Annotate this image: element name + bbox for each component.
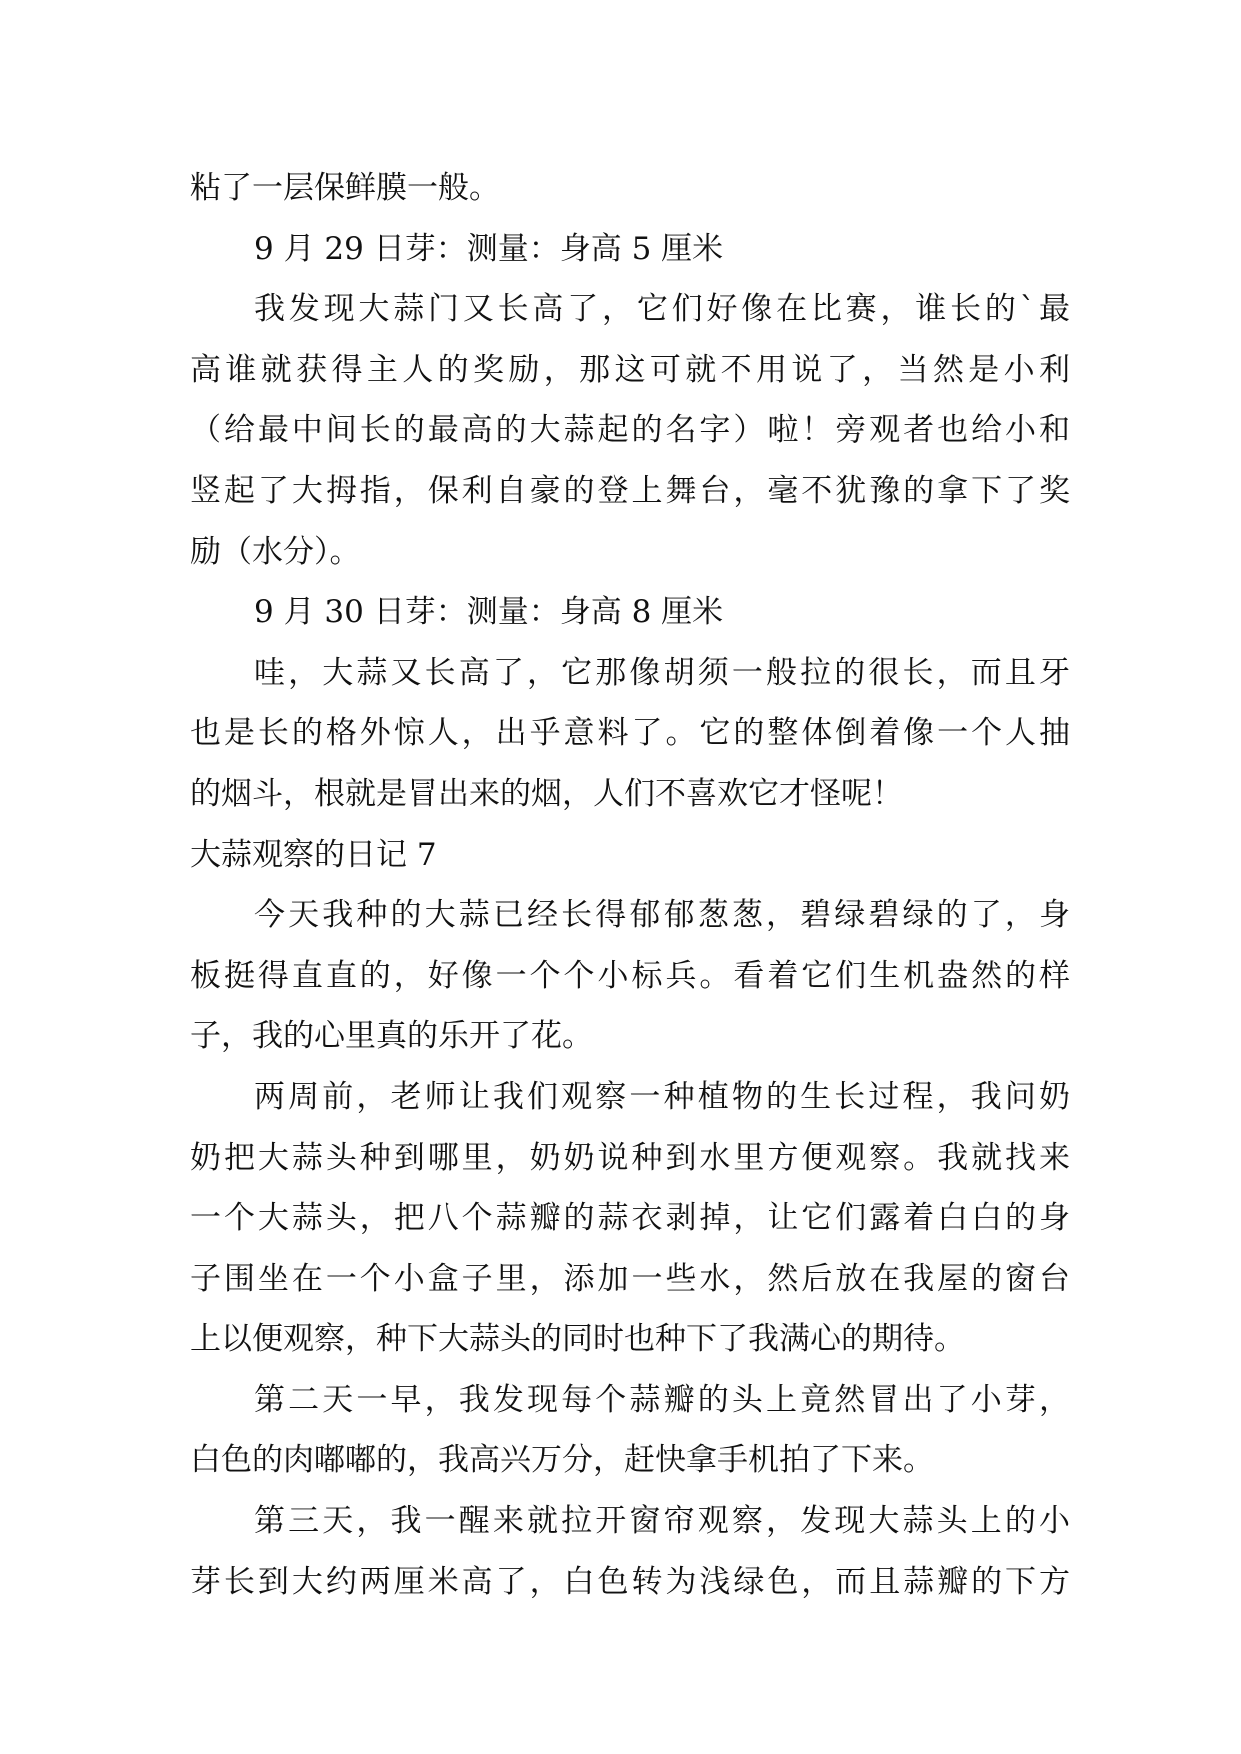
text-line: 板挺得直直的，好像一个个小标兵。看着它们生机盎然的样 (190, 957, 1070, 994)
text-line: 我发现大蒜门又长高了，它们好像在比赛，谁长的`最 (254, 291, 1070, 328)
text-line: 高谁就获得主人的奖励，那这可就不用说了，当然是小利 (190, 351, 1070, 388)
text-line: 上以便观察，种下大蒜头的同时也种下了我满心的期待。 (190, 1321, 965, 1358)
date-heading: 9 月 30 日芽：测量：身高 8 厘米 (254, 594, 724, 631)
text-line: 今天我种的大蒜已经长得郁郁葱葱，碧绿碧绿的了，身 (254, 897, 1070, 934)
text-line: 一个大蒜头，把八个蒜瓣的蒜衣剥掉，让它们露着白白的身 (190, 1200, 1070, 1237)
text-line: 也是长的格外惊人，出乎意料了。它的整体倒着像一个人抽 (190, 715, 1070, 752)
text-line: 励（水分）。 (190, 533, 361, 570)
text-line: 第二天一早，我发现每个蒜瓣的头上竟然冒出了小芽， (254, 1381, 1070, 1418)
text-line: 粘了一层保鲜膜一般。 (190, 170, 500, 206)
text-line: 两周前，老师让我们观察一种植物的生长过程，我问奶 (254, 1078, 1070, 1115)
text-line: 子，我的心里真的乐开了花。 (190, 1018, 593, 1055)
text-line: 第三天，我一醒来就拉开窗帘观察，发现大蒜头上的小 (254, 1503, 1070, 1540)
text-line: 芽长到大约两厘米高了，白色转为浅绿色，而且蒜瓣的下方 (190, 1563, 1070, 1600)
text-line: 的烟斗，根就是冒出来的烟，人们不喜欢它才怪呢！ (190, 775, 903, 812)
document-body (190, 158, 1070, 1612)
text-line: 白色的肉嘟嘟的，我高兴万分，赶快拿手机拍了下来。 (190, 1442, 934, 1479)
text-line: 竖起了大拇指，保利自豪的登上舞台，毫不犹豫的拿下了奖 (190, 472, 1070, 509)
text-line: 哇，大蒜又长高了，它那像胡须一般拉的很长，而且牙 (254, 654, 1070, 691)
text-line: 子围坐在一个小盒子里，添加一些水，然后放在我屋的窗台 (190, 1260, 1070, 1297)
date-heading: 9 月 29 日芽：测量：身高 5 厘米 (254, 230, 724, 267)
text-line: 奶把大蒜头种到哪里，奶奶说种到水里方便观察。我就找来 (190, 1139, 1070, 1176)
section-title: 大蒜观察的日记 7 (190, 836, 437, 873)
text-line: （给最中间长的最高的大蒜起的名字）啦！旁观者也给小和 (190, 412, 1070, 449)
